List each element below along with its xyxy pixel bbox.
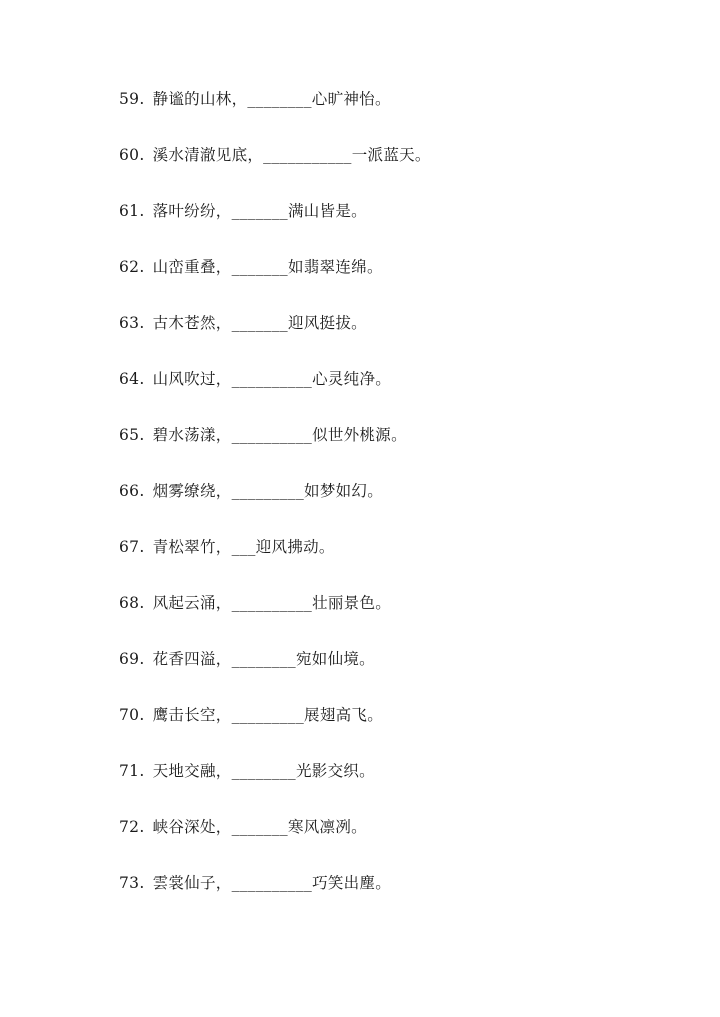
item-number: 67.: [119, 538, 145, 556]
item-number: 72.: [119, 818, 145, 836]
item-number: 64.: [119, 370, 145, 388]
item-number: 66.: [119, 482, 145, 500]
list-item: [119, 86, 431, 142]
list-item: [119, 590, 431, 646]
item-text-after: 心旷神怡。: [311, 90, 391, 108]
item-number: 65.: [119, 426, 145, 444]
item-text-before: 烟雾缭绕，: [152, 482, 232, 500]
blank-line: _________: [231, 706, 305, 724]
item-text-after: 似世外桃源。: [312, 426, 407, 444]
item-text-after: 如梦如幻。: [304, 482, 384, 500]
list-item: [119, 758, 431, 814]
blank-line: __________: [231, 426, 313, 444]
item-number: 62.: [119, 258, 145, 276]
list-item: [119, 254, 431, 310]
item-text-before: 溪水清澈见底，: [152, 146, 264, 164]
fill-in-blank-list: [119, 86, 431, 926]
blank-line: _______: [231, 314, 288, 332]
list-item: [119, 310, 431, 366]
blank-line: ___: [231, 538, 256, 556]
item-text-before: 雲裳仙子，: [152, 874, 232, 892]
item-text-after: 迎风挺拔。: [287, 314, 367, 332]
item-text-before: 花香四溢，: [152, 650, 232, 668]
list-item: [119, 366, 431, 422]
list-item: [119, 870, 431, 926]
blank-line: __________: [231, 874, 313, 892]
list-item: [119, 814, 431, 870]
item-number: 73.: [119, 874, 145, 892]
item-number: 63.: [119, 314, 145, 332]
item-text-after: 巧笑出塵。: [312, 874, 392, 892]
list-item: [119, 142, 431, 198]
blank-line: _______: [231, 818, 288, 836]
item-text-before: 峡谷深处，: [152, 818, 232, 836]
item-text-after: 迎风拂动。: [255, 538, 335, 556]
list-item: [119, 702, 431, 758]
item-number: 59.: [119, 90, 145, 108]
item-text-before: 碧水荡漾，: [152, 426, 232, 444]
item-number: 71.: [119, 762, 145, 780]
item-text-before: 落叶纷纷，: [152, 202, 232, 220]
list-item: [119, 422, 431, 478]
blank-line: ________: [231, 650, 296, 668]
item-text-before: 风起云涌，: [152, 594, 232, 612]
item-text-before: 古木苍然，: [152, 314, 232, 332]
item-text-after: 寒风凛冽。: [287, 818, 367, 836]
item-text-after: 展翅高飞。: [304, 706, 384, 724]
list-item: [119, 198, 431, 254]
blank-line: _______: [231, 258, 288, 276]
item-text-after: 心灵纯净。: [312, 370, 392, 388]
list-item: [119, 534, 431, 590]
item-text-after: 光影交织。: [295, 762, 375, 780]
item-text-before: 山风吹过，: [152, 370, 232, 388]
blank-line: __________: [231, 370, 313, 388]
item-text-after: 如翡翠连绵。: [287, 258, 383, 276]
item-number: 69.: [119, 650, 145, 668]
item-text-after: 满山皆是。: [287, 202, 367, 220]
item-text-before: 山峦重叠，: [152, 258, 232, 276]
item-number: 60.: [119, 146, 145, 164]
item-text-after: 壮丽景色。: [312, 594, 392, 612]
list-item: [119, 478, 431, 534]
blank-line: _________: [231, 482, 305, 500]
blank-line: ________: [247, 90, 312, 108]
blank-line: ________: [231, 762, 296, 780]
blank-line: __________: [231, 594, 313, 612]
item-text-before: 天地交融，: [152, 762, 232, 780]
list-item: [119, 646, 431, 702]
item-text-before: 静谧的山林，: [152, 90, 248, 108]
item-number: 61.: [119, 202, 145, 220]
item-text-before: 青松翠竹，: [152, 538, 232, 556]
item-number: 68.: [119, 594, 145, 612]
item-text-after: 宛如仙境。: [295, 650, 375, 668]
item-text-before: 鹰击长空，: [152, 706, 232, 724]
blank-line: ___________: [263, 146, 352, 164]
blank-line: _______: [231, 202, 288, 220]
item-text-after: 一派蓝天。: [351, 146, 431, 164]
item-number: 70.: [119, 706, 145, 724]
